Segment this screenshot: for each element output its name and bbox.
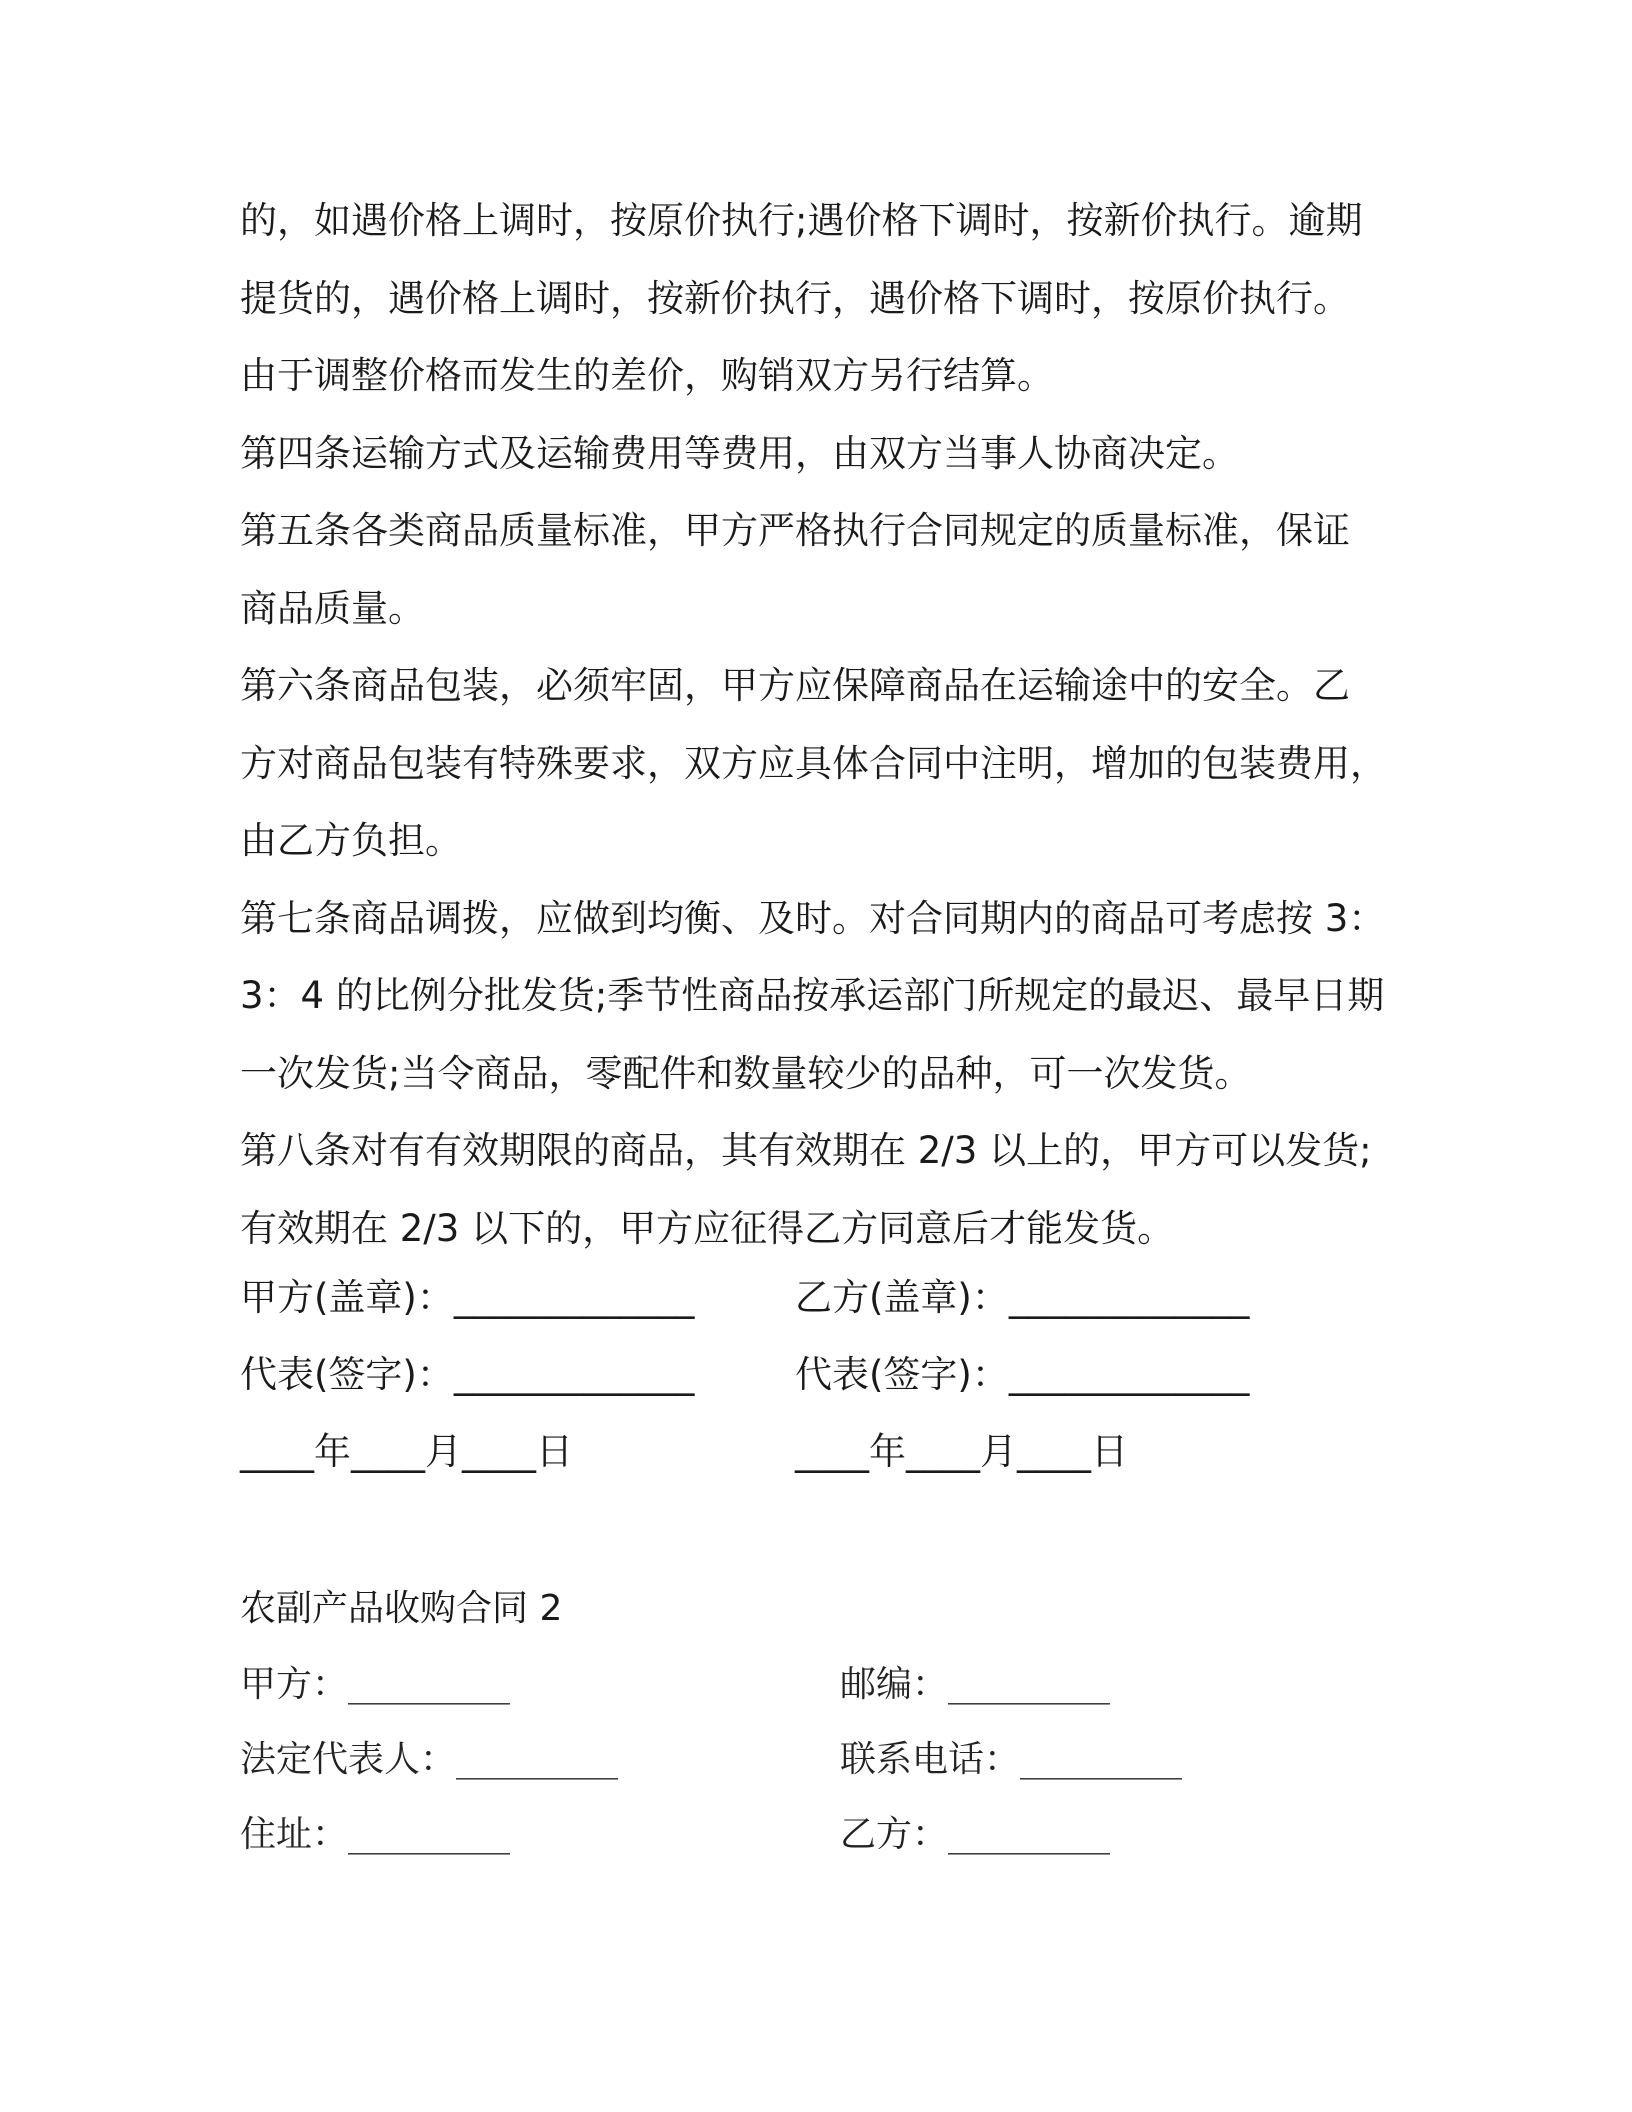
clause-line: 一次发货;当令商品，零配件和数量较少的品种，可一次发货。 [240,1051,1252,1095]
signature-rep-row [240,1336,1400,1413]
clause-line: 方对商品包装有特殊要求，双方应具体合同中注明，增加的包装费用， [240,741,1387,785]
address-field: 住址：_________ [240,1814,511,1855]
party-b-field: 乙方：_________ [840,1814,1111,1855]
party-a-date-field: ____年____月____日 [240,1430,573,1473]
party-b-date-field: ____年____月____日 [795,1430,1128,1473]
party-a-field: 甲方：_________ [240,1664,511,1705]
party-a-seal-field: 甲方(盖章)：_____________ [240,1276,695,1319]
clause-line: 第五条各类商品质量标准，甲方严格执行合同规定的质量标准，保证 [240,509,1350,552]
contract-2-row-3 [240,1796,1400,1873]
clause-line: 商品质量。 [240,586,425,630]
legal-rep-field: 法定代表人：_________ [240,1739,619,1780]
clause-line: 有效期在 2/3 以下的，甲方应征得乙方同意后才能发货。 [240,1206,1175,1250]
postcode-field: 邮编：_________ [840,1664,1111,1705]
clause-line: 的，如遇价格上调时，按原价执行;遇价格下调时，按新价执行。逾期 [240,199,1363,242]
clause-line: 由于调整价格而发生的差价，购销双方另行结算。 [240,354,1054,397]
clause-line: 第七条商品调拨，应做到均衡、及时。对合同期内的商品可考虑按 3： [240,896,1386,940]
contract-2-row-1 [240,1646,1400,1723]
contract-2-row-2 [240,1721,1400,1798]
clause-line: 第四条运输方式及运输费用等费用，由双方当事人协商决定。 [240,431,1239,475]
phone-field: 联系电话：_________ [840,1739,1183,1780]
signature-date-row [240,1413,1400,1490]
contract-clauses [240,182,1400,1267]
signature-seal-row [240,1259,1400,1336]
clause-line: 提货的，遇价格上调时，按新价执行，遇价格下调时，按原价执行。 [240,276,1350,320]
clause-line: 第六条商品包装，必须牢固，甲方应保障商品在运输途中的安全。乙 [240,664,1350,707]
party-b-seal-field: 乙方(盖章)：_____________ [795,1276,1250,1319]
clause-line: 由乙方负担。 [240,819,462,862]
party-b-rep-field: 代表(签字)：_____________ [795,1353,1250,1396]
party-a-rep-field: 代表(签字)：_____________ [240,1353,695,1396]
clause-line: 3：4 的比例分批发货;季节性商品按承运部门所规定的最迟、最早日期 [240,974,1385,1017]
contract-2-title: 农副产品收购合同 2 [240,1588,563,1629]
clause-line: 第八条对有有效期限的商品，其有效期在 2/3 以上的，甲方可以发货; [240,1129,1372,1172]
